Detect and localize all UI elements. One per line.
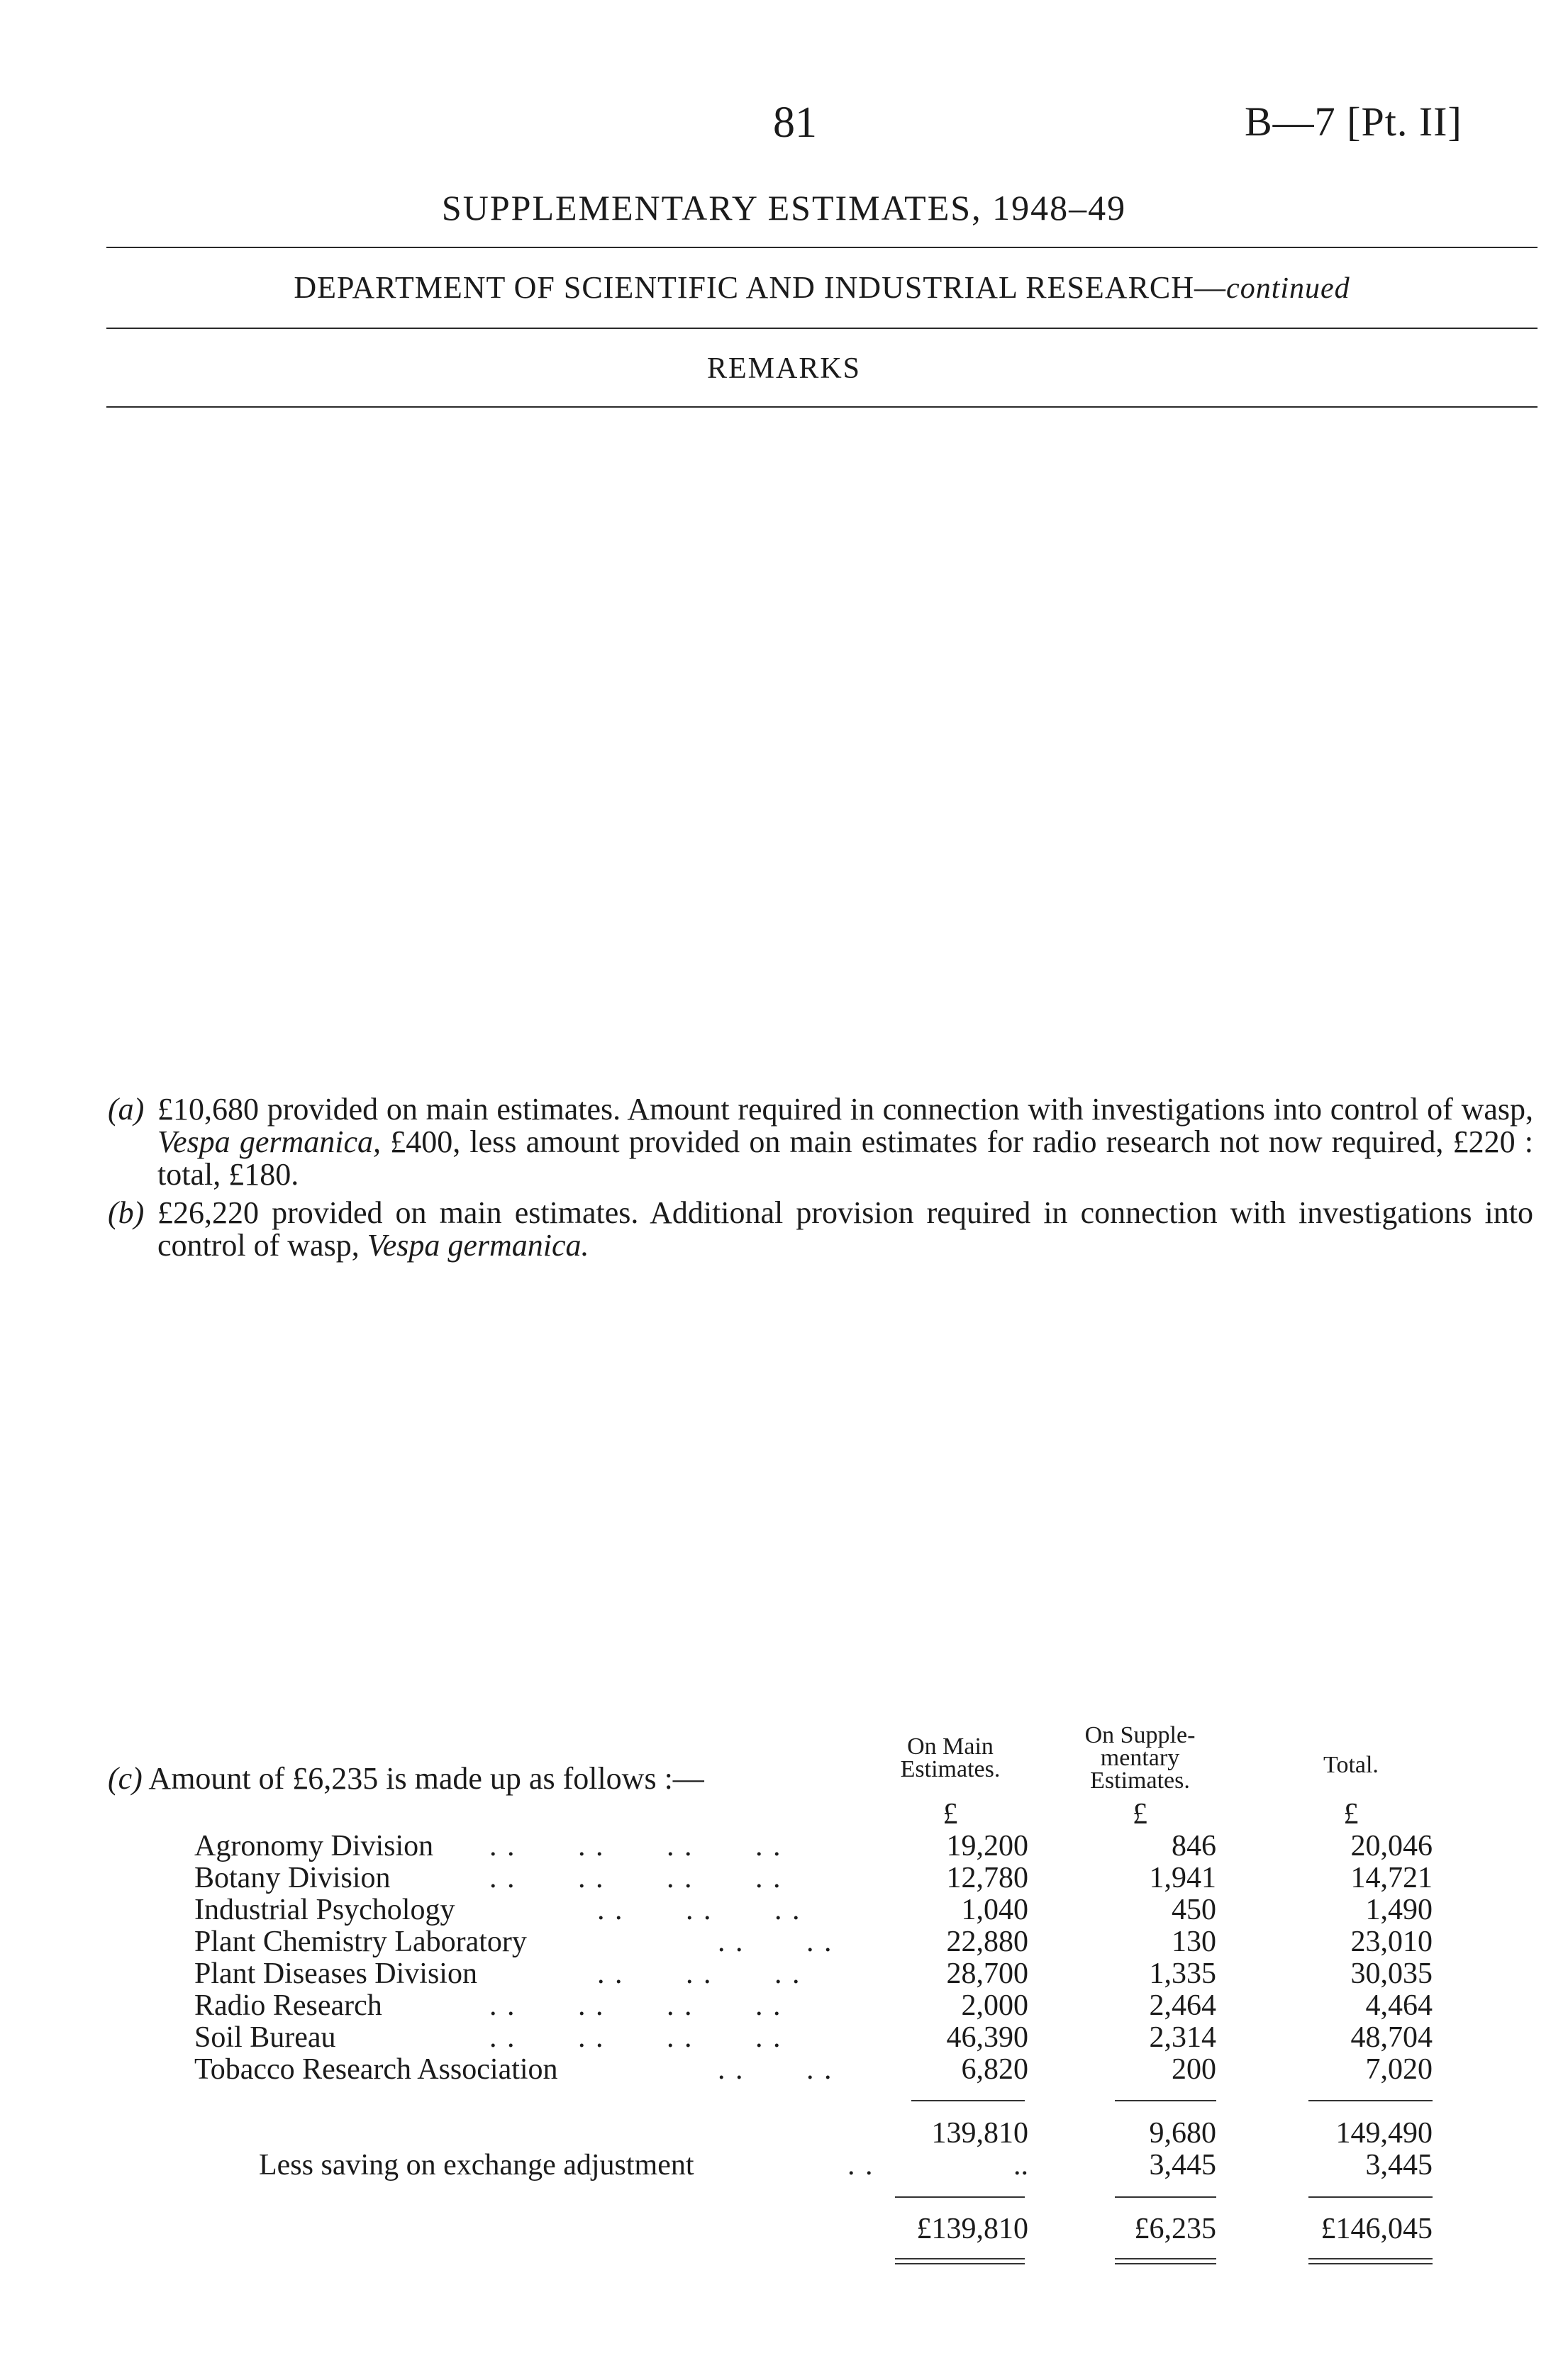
row-label: Soil Bureau: [194, 2021, 336, 2054]
cell-total: 4,464: [1365, 1989, 1433, 2022]
leader-dots: . .: [847, 2149, 874, 2181]
page-title: SUPPLEMENTARY ESTIMATES, 1948–49: [441, 188, 1127, 228]
cell-main: 12,780: [946, 1862, 1028, 1894]
row-label: Less saving on exchange adjustment: [259, 2149, 694, 2181]
cell-main: ..: [1013, 2149, 1028, 2181]
cell-supplementary: 2,314: [1149, 2021, 1216, 2054]
cell-main: 46,390: [946, 2021, 1028, 2054]
cell-supplementary: 2,464: [1149, 1989, 1216, 2022]
cell-total: 3,445: [1365, 2149, 1433, 2181]
subtotal-supplementary: 9,680: [1149, 2117, 1216, 2150]
note-text-part: £400, less amount provided on main estimates for radio research not now required, £220 : total, £180.: [157, 1124, 1533, 1192]
department-continued: continued: [1226, 272, 1350, 305]
column-header-line: On Main: [907, 1733, 994, 1760]
cell-supplementary: 130: [1172, 1926, 1216, 1958]
leader-dots: . . . . . . . .: [489, 2021, 782, 2054]
remarks-heading: REMARKS: [706, 352, 862, 385]
double-underline: [895, 2258, 1025, 2264]
cell-supplementary: 450: [1172, 1894, 1216, 1926]
species-name: Vespa germanica,: [157, 1124, 382, 1159]
total-rule: [1308, 2196, 1433, 2198]
cell-main: 1,040: [961, 1894, 1028, 1926]
document-reference: B—7 [Pt. II]: [1245, 99, 1462, 145]
row-label: Radio Research: [194, 1989, 382, 2022]
row-label: Plant Diseases Division: [194, 1957, 477, 1990]
department-heading: [106, 269, 1538, 306]
row-label: Plant Chemistry Laboratory: [194, 1926, 527, 1958]
subtotal-rule: [1308, 2100, 1433, 2101]
cell-total: 14,721: [1350, 1862, 1433, 1894]
species-name: Vespa germanica.: [367, 1228, 589, 1263]
column-header-main: [872, 1733, 1028, 1782]
cell-main: 19,200: [946, 1830, 1028, 1862]
cell-total: 23,010: [1350, 1926, 1433, 1958]
remark-note-b: [108, 1195, 1533, 1263]
row-label: Tobacco Research Association: [194, 2053, 558, 2086]
cell-main: 6,820: [961, 2053, 1028, 2086]
cell-main: 22,880: [946, 1926, 1028, 1958]
grand-total-main: £139,810: [916, 2213, 1028, 2245]
currency-symbol: £: [1133, 1798, 1147, 1831]
cell-total: 7,020: [1365, 2053, 1433, 2086]
divider: [106, 328, 1538, 329]
cell-total: 1,490: [1365, 1894, 1433, 1926]
table-intro-text: Amount of £6,235 is made up as follows :—: [148, 1761, 704, 1796]
leader-dots: . . . . . .: [597, 1957, 801, 1990]
leader-dots: . . . . . . . .: [489, 1862, 782, 1894]
leader-dots: . . . .: [718, 2053, 833, 2086]
subtotal-rule: [911, 2100, 1025, 2101]
grand-total-total: £146,045: [1320, 2213, 1433, 2245]
note-text: [157, 1197, 1533, 1262]
double-underline: [1115, 2258, 1216, 2264]
note-label: (a): [108, 1092, 145, 1127]
total-rule: [1115, 2196, 1216, 2198]
double-underline: [1308, 2258, 1433, 2264]
divider: [106, 247, 1538, 248]
divider: [106, 406, 1538, 408]
subtotal-total: 149,490: [1335, 2117, 1433, 2150]
cell-supplementary: 1,941: [1149, 1862, 1216, 1894]
currency-symbol: £: [1343, 1798, 1359, 1831]
column-header-line: Estimates.: [900, 1756, 1001, 1782]
column-header-line: Estimates.: [1090, 1767, 1190, 1794]
cell-total: 30,035: [1350, 1957, 1433, 1990]
note-text: [157, 1093, 1533, 1191]
column-header-line: On Supple-: [1084, 1722, 1196, 1748]
cell-supplementary: 1,335: [1149, 1957, 1216, 1990]
total-rule: [895, 2196, 1025, 2198]
grand-total-supplementary: £6,235: [1134, 2213, 1216, 2245]
subtotal-rule: [1115, 2100, 1216, 2101]
cell-total: 48,704: [1350, 2021, 1433, 2054]
cell-supplementary: 3,445: [1149, 2149, 1216, 2181]
note-label: (b): [108, 1195, 145, 1230]
cell-supplementary: 846: [1172, 1830, 1216, 1862]
row-label: Agronomy Division: [194, 1830, 434, 1862]
leader-dots: . . . . . .: [597, 1894, 801, 1926]
subtotal-main: 139,810: [931, 2117, 1028, 2150]
leader-dots: . . . . . . . .: [489, 1830, 782, 1862]
note-text-part: £10,680 provided on main estimates. Amount required in connection with investigations into control of wasp,: [157, 1092, 1533, 1127]
cell-main: 28,700: [946, 1957, 1028, 1990]
page-number: 81: [773, 99, 817, 147]
cell-supplementary: 200: [1172, 2053, 1216, 2086]
note-text-part: £26,220 provided on main estimates. Additional provision required in connection with investigations into control of wasp,: [157, 1195, 1533, 1263]
column-header-line: Total.: [1323, 1752, 1379, 1778]
column-header-line: mentary: [1100, 1745, 1180, 1771]
cell-total: 20,046: [1350, 1830, 1433, 1862]
table-intro: [108, 1760, 704, 1797]
column-header-supplementary: [1064, 1724, 1216, 1792]
remark-note-a: [108, 1092, 1533, 1192]
leader-dots: . . . . . . . .: [489, 1989, 782, 2022]
note-label: (c): [108, 1761, 143, 1796]
row-label: Botany Division: [194, 1862, 391, 1894]
leader-dots: . . . .: [718, 1926, 833, 1958]
row-label: Industrial Psychology: [194, 1894, 455, 1926]
department-name: DEPARTMENT OF SCIENTIFIC AND INDUSTRIAL RESEARCH—: [294, 270, 1227, 305]
column-header-total: [1269, 1754, 1433, 1777]
currency-symbol: £: [943, 1798, 958, 1831]
cell-main: 2,000: [961, 1989, 1028, 2022]
